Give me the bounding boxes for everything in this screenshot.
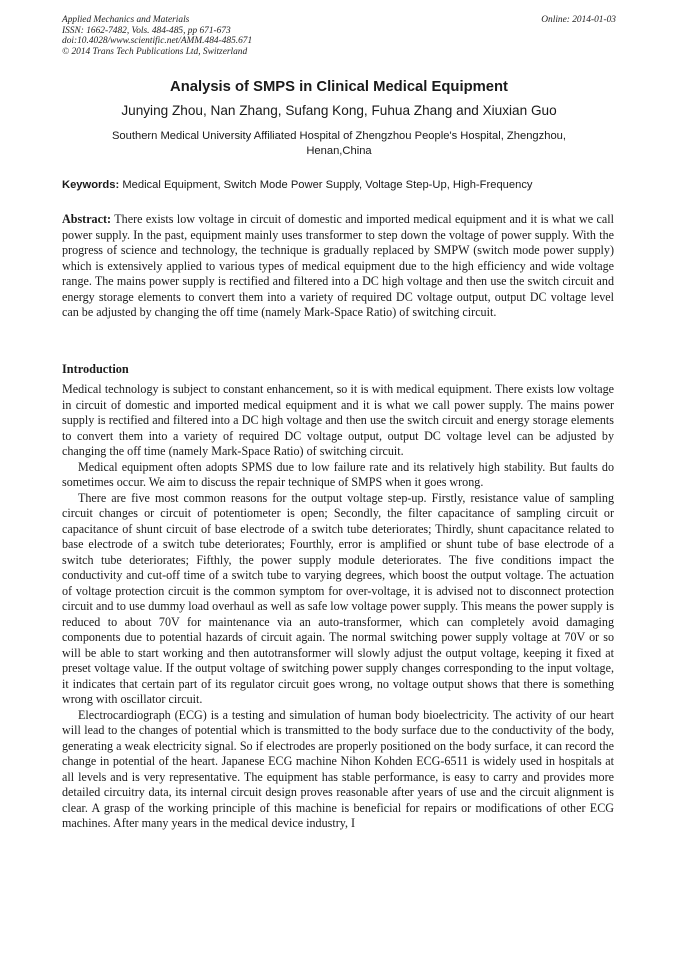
journal-issn: ISSN: 1662-7482, Vols. 484-485, pp 671-673 bbox=[62, 25, 231, 36]
paper-title: Analysis of SMPS in Clinical Medical Equipment bbox=[170, 79, 508, 95]
intro-paragraph: Electrocardiograph (ECG) is a testing and simulation of human body bioelectricity. The activity of our heart will lead to the changes of potential which is transmitted to the body surface due to the conductivity of the body, generating a weak electricity signal. So if electrodes are properly positioned on the body surface, it can record the change in potential of the heart. Japanese ECG machine Nihon Kohden ECG-6511 is widely used in hospitals at all levels and is very representative. The equipment has stable performance, is easy to carry and provides more detailed circuitry data, its internal circuit design proves reasonable after years of use and the circuit alignment is clear. A grasp of the working principle of this machine is beneficial for repairs or modifications of other ECG machines. After many years in the medical device industry, I bbox=[62, 707, 614, 830]
paper-affiliation: Southern Medical University Affiliated Hospital of Zhengzhou People's Hospital, Zhengzhou, Henan,China bbox=[111, 130, 567, 157]
keywords bbox=[62, 179, 622, 191]
journal-doi[interactable]: doi:10.4028/www.scientific.net/AMM.484-485.671 bbox=[62, 36, 253, 47]
abstract bbox=[62, 212, 614, 321]
introduction-body bbox=[62, 382, 614, 832]
intro-paragraph: Medical equipment often adopts SPMS due to low failure rate and its relatively high stability. But faults do sometimes occur. We aim to discuss the repair technique of SMPS when it goes wrong. bbox=[62, 459, 614, 489]
journal-header bbox=[62, 15, 616, 57]
journal-name: Applied Mechanics and Materials bbox=[62, 15, 190, 25]
journal-copyright: © 2014 Trans Tech Publications Ltd, Switzerland bbox=[62, 46, 248, 57]
online-date: Online: 2014-01-03 bbox=[541, 15, 616, 25]
intro-paragraph: There are five most common reasons for the output voltage step-up. Firstly, resistance value of sampling circuit changes or circuit of potentiometer is open; Secondly, the filter capacitance of sampling circuit or capacitance of shunt circuit of base electrode of a switch tube deteriorates; Thirdly, shunt capacitance related to base electrode of a switch tube deteriorates; Fourthly, error is amplified or shunt tube of base electrode of a switch tube deteriorates; Fifthly, the power supply module deteriorates. The five conditions impact the conductivity and cut-off time of a switch tube to varying degrees, which boost the output voltage. The actuation of voltage protection circuit is the common symptom for over-voltage, it is advised not to disconnect protection circuit and to use dummy load overhaul as well as safe low voltage power supply. This means the power supply is reduced to about 70V for maintenance via an auto-transformer, which can completely avoid damaging components due to potential hazards of circuit again. The normal switching power supply voltage at 70V or so will be able to start working and then autotransformer will slowly adjust the output voltage, keeping it fixed at preset voltage value. If the output voltage of switching power supply changes corresponding to the input voltage, it indicates that certain part of its regulator circuit goes wrong, no voltage output shows that there is something wrong with oscillator circuit. bbox=[62, 490, 614, 706]
keywords-text: Medical Equipment, Switch Mode Power Supply, Voltage Step-Up, High-Frequency bbox=[122, 179, 533, 191]
section-heading-introduction: Introduction bbox=[62, 362, 129, 376]
abstract-label: Abstract: bbox=[62, 212, 112, 226]
keywords-label: Keywords: bbox=[62, 179, 120, 191]
paper-authors: Junying Zhou, Nan Zhang, Sufang Kong, Fuhua Zhang and Xiuxian Guo bbox=[121, 103, 557, 118]
abstract-text: There exists low voltage in circuit of domestic and imported medical equipment and it is what we call power supply. In the past, equipment mainly uses transformer to step down the voltage of power supply. With the progress of science and technology, the technique is gradually replaced by SMPW (switch mode power supply) which is extensively applied to various types of medical equipment due to the high efficiency and wide voltage range. The mains power supply is rectified and filtered into a DC high voltage and then use the switch circuit and energy storage elements to convert them into a variety of required DC voltage output, output DC voltage level can be adjusted by changing the off time (namely Mark-Space Ratio) of switching circuit. bbox=[62, 212, 614, 319]
intro-paragraph: Medical technology is subject to constant enhancement, so it is with medical equipment. There exists low voltage in circuit of domestic and imported medical equipment and it is what we call power supply. The mains power supply is rectified and filtered into a DC high voltage and then use the switch circuit and energy storage elements to convert them into a variety of required DC voltage output, output DC voltage level can be adjusted by changing the off time (namely Mark-Space Ratio) of switching circuit. bbox=[62, 382, 614, 458]
